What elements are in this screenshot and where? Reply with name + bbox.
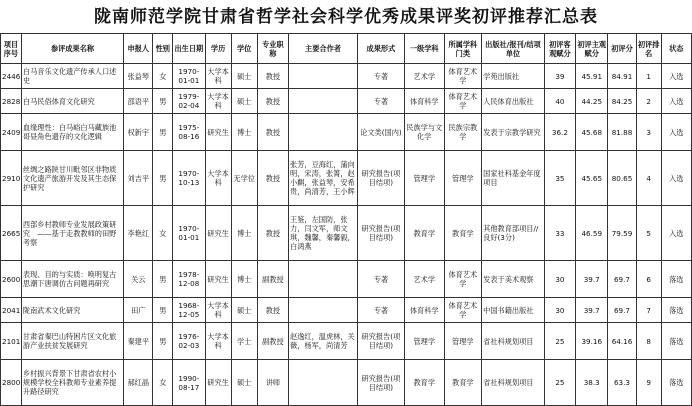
cell-title-rank: 教授 [257,206,288,261]
cell-subjective-score: 46.59 [576,206,608,261]
cell-subjective-score: 45.65 [576,151,608,206]
cell-degree: 硕士 [231,360,257,406]
cell-category: 体育艺术学 [444,89,482,114]
cell-category: 体育艺术学 [444,64,482,89]
cell-form: 专著 [357,298,404,323]
cell-education: 大学本科 [205,64,231,89]
cell-subjective-score: 39.7 [576,298,608,323]
cell-title: 甘肃省秦巴山特困片区文化旅游产业扶贫发展研究 [21,323,123,360]
col-header: 出生日期 [173,34,205,64]
cell-rank: 7 [636,298,661,323]
cell-publisher: 国家社科基金年度项目 [482,151,545,206]
cell-rank: 5 [636,206,661,261]
cell-applicant: 刘吉平 [124,151,153,206]
cell-collaborators [289,114,358,151]
col-header: 初评主观赋分 [576,34,608,64]
table-row [1,261,692,298]
table-row [1,360,692,406]
cell-discipline: 体育科学 [404,89,444,114]
cell-objective-score: 40 [544,89,575,114]
cell-category: 体育艺术学 [444,298,482,323]
cell-row-id: 2800 [1,360,22,406]
cell-subjective-score: 39.16 [576,323,608,360]
cell-degree: 硕士 [231,89,257,114]
cell-applicant: 张益琴 [124,64,153,89]
cell-form: 研究报告(项目结项) [357,206,404,261]
table-row [1,151,692,206]
cell-education: 大学本科 [205,89,231,114]
cell-objective-score: 25 [544,360,575,406]
table-row [1,114,692,151]
cell-collaborators [289,360,358,406]
cell-objective-score: 25 [544,323,575,360]
cell-rank: 1 [636,64,661,89]
cell-status: 落选 [661,323,691,360]
cell-form: 专著 [357,89,404,114]
cell-collaborators: 赵逸红，温虎林，关薇，杨军，尚清芳 [289,323,358,360]
cell-education: 研究生 [205,206,231,261]
cell-title: 血缘理性：白马峪白马藏族池哥昼角色遗存的文化逻辑 [21,114,123,151]
col-header: 性别 [153,34,173,64]
col-header: 状态 [661,34,691,64]
cell-title-rank: 教授 [257,89,288,114]
table-body [1,64,692,406]
cell-total-score: 69.7 [608,261,636,298]
cell-rank: 2 [636,89,661,114]
cell-publisher: 中国书籍出版社 [482,298,545,323]
col-header: 参评成果名称 [21,34,123,64]
cell-publisher: 发表于宗教学研究 [482,114,545,151]
cell-status: 落选 [661,360,691,406]
cell-row-id: 2910 [1,151,22,206]
cell-applicant: 李艳红 [124,206,153,261]
cell-rank: 4 [636,151,661,206]
cell-total-score: 84.91 [608,64,636,89]
cell-collaborators [289,298,358,323]
cell-total-score: 84.25 [608,89,636,114]
cell-total-score: 81.88 [608,114,636,151]
cell-gender: 男 [153,261,173,298]
cell-objective-score: 33 [544,206,575,261]
cell-education: 研究生 [205,114,231,151]
col-header: 项目序号 [1,34,22,64]
cell-form: 研究报告(项目结项) [357,323,404,360]
cell-gender: 男 [153,114,173,151]
cell-category: 教育学 [444,206,482,261]
cell-form: 专著 [357,64,404,89]
cell-education: 大学本科 [205,298,231,323]
cell-form: 论文类(国内) [357,114,404,151]
cell-rank: 3 [636,114,661,151]
cell-form: 专著 [357,261,404,298]
cell-degree: 博士 [231,261,257,298]
cell-category: 管理学 [444,323,482,360]
cell-gender: 女 [153,64,173,89]
cell-publisher: 发表于美术观察 [482,261,545,298]
header-row [1,34,692,64]
cell-row-id: 2600 [1,261,22,298]
cell-birth-date: 1976-02-03 [173,323,205,360]
summary-table [0,33,692,406]
cell-title: 乡村振兴背景下甘肃省农村小规模学校全科教师专业素养提升路径研究 [21,360,123,406]
cell-collaborators [289,64,358,89]
cell-total-score: 80.65 [608,151,636,206]
col-header: 主要合作者 [289,34,358,64]
cell-birth-date: 1990-08-17 [173,360,205,406]
cell-collaborators [289,261,358,298]
cell-status: 落选 [661,298,691,323]
cell-objective-score: 35 [544,151,575,206]
cell-rank: 8 [636,323,661,360]
cell-row-id: 2665 [1,206,22,261]
cell-collaborators: 王鉴，左国防，张力，闫文军，师文琪，魏馨，秦馨毅，白鸿燕 [289,206,358,261]
cell-degree: 硕士 [231,298,257,323]
col-header: 成果形式 [357,34,404,64]
cell-publisher: 省社科规划项目 [482,323,545,360]
cell-gender: 男 [153,323,173,360]
cell-title: 丝绸之路陕甘川毗邻区非物质文化遗产旅游开发及其生态保护研究 [21,151,123,206]
cell-discipline: 艺术学 [404,64,444,89]
cell-education: 大学本科 [205,151,231,206]
cell-applicant: 田广 [124,298,153,323]
cell-title-rank: 教授 [257,151,288,206]
cell-degree: 无学位 [231,151,257,206]
cell-row-id: 2101 [1,323,22,360]
cell-applicant: 关云 [124,261,153,298]
cell-education: 大学本科 [205,323,231,360]
cell-subjective-score: 45.91 [576,64,608,89]
cell-total-score: 63.3 [608,360,636,406]
cell-title-rank: 副教授 [257,323,288,360]
cell-gender: 男 [153,89,173,114]
cell-title: 白马民俗体育文化研究 [21,89,123,114]
col-header: 所属学科门类 [444,34,482,64]
cell-row-id: 2409 [1,114,22,151]
cell-applicant: 秦建平 [124,323,153,360]
cell-degree: 硕士 [231,64,257,89]
cell-birth-date: 1979-02-04 [173,89,205,114]
col-header: 初评分 [608,34,636,64]
cell-publisher: 人民体育出版社 [482,89,545,114]
cell-degree: 学士 [231,323,257,360]
cell-total-score: 64.16 [608,323,636,360]
cell-birth-date: 1970-01-01 [173,206,205,261]
cell-birth-date: 1975-08-16 [173,114,205,151]
cell-form: 研究报告(项目结项) [357,360,404,406]
col-header: 学位 [231,34,257,64]
cell-subjective-score: 44.25 [576,89,608,114]
cell-gender: 男 [153,298,173,323]
cell-row-id: 2041 [1,298,22,323]
col-header: 申报人 [124,34,153,64]
col-header: 学历 [205,34,231,64]
cell-subjective-score: 39.7 [576,261,608,298]
cell-discipline: 教育学 [404,360,444,406]
cell-title-rank: 教授 [257,114,288,151]
cell-objective-score: 39 [544,64,575,89]
cell-status: 入选 [661,151,691,206]
table-row [1,89,692,114]
cell-collaborators: 张芳，豆海红，蒲向明，宋涛，张箐，赵小麒，张益琴，安希贵，尚清芳，王小辉 [289,151,358,206]
cell-degree: 博士 [231,206,257,261]
cell-form: 研究报告(项目结项) [357,151,404,206]
cell-publisher: 省社科规划项目 [482,360,545,406]
cell-title: 西部乡村教师专业发展政策研究 ——基于走教教师的田野考察 [21,206,123,261]
table-row [1,323,692,360]
cell-applicant: 郝红晶 [124,360,153,406]
cell-subjective-score: 45.68 [576,114,608,151]
cell-collaborators [289,89,358,114]
cell-rank: 6 [636,261,661,298]
cell-row-id: 2446 [1,64,22,89]
cell-gender: 女 [153,360,173,406]
cell-status: 入选 [661,64,691,89]
cell-title: 陇南武术文化研究 [21,298,123,323]
cell-title: 白马音乐文化遗产传承人口述史 [21,64,123,89]
col-header: 专业职称 [257,34,288,64]
cell-discipline: 民族学与文化学 [404,114,444,151]
cell-rank: 9 [636,360,661,406]
cell-discipline: 体育科学 [404,298,444,323]
cell-title-rank: 教授 [257,298,288,323]
page-title: 陇南师范学院甘肃省哲学社会科学优秀成果评奖初评推荐汇总表 [94,7,598,27]
cell-discipline: 管理学 [404,323,444,360]
cell-education: 研究生 [205,261,231,298]
cell-row-id: 2828 [1,89,22,114]
table-row [1,298,692,323]
cell-applicant: 权新宇 [124,114,153,151]
cell-category: 教育学 [444,360,482,406]
col-header: 出版社/报刊/结项单位 [482,34,545,64]
cell-discipline: 教育学 [404,206,444,261]
cell-gender: 男 [153,151,173,206]
cell-education: 研究生 [205,360,231,406]
cell-status: 落选 [661,261,691,298]
cell-title-rank: 讲师 [257,360,288,406]
col-header: 初评客观赋分 [544,34,575,64]
cell-category: 体育艺术学 [444,261,482,298]
cell-objective-score: 30 [544,261,575,298]
cell-status: 入选 [661,206,691,261]
cell-discipline: 管理学 [404,151,444,206]
cell-birth-date: 1970-01-01 [173,64,205,89]
cell-category: 管理学 [444,151,482,206]
cell-objective-score: 30 [544,298,575,323]
cell-category: 民族宗教学 [444,114,482,151]
cell-total-score: 79.59 [608,206,636,261]
cell-publisher: 其他教育部项目//良好(3分) [482,206,545,261]
cell-status: 入选 [661,89,691,114]
cell-birth-date: 1978-12-08 [173,261,205,298]
table-row [1,64,692,89]
cell-publisher: 学苑出版社 [482,64,545,89]
cell-subjective-score: 38.3 [576,360,608,406]
col-header: 一级学科 [404,34,444,64]
cell-birth-date: 1968-12-05 [173,298,205,323]
cell-birth-date: 1970-10-13 [173,151,205,206]
cell-status: 入选 [661,114,691,151]
cell-applicant: 邵语平 [124,89,153,114]
col-header: 初评排名 [636,34,661,64]
table-row [1,206,692,261]
cell-title-rank: 副教授 [257,261,288,298]
cell-gender: 女 [153,206,173,261]
cell-degree: 博士 [231,114,257,151]
cell-objective-score: 36.2 [544,114,575,151]
cell-title: 表现、目的与实质：唤明复古思潮下唐调仿古问题再研究 [21,261,123,298]
cell-discipline: 艺术学 [404,261,444,298]
cell-total-score: 69.7 [608,298,636,323]
cell-title-rank: 教授 [257,64,288,89]
